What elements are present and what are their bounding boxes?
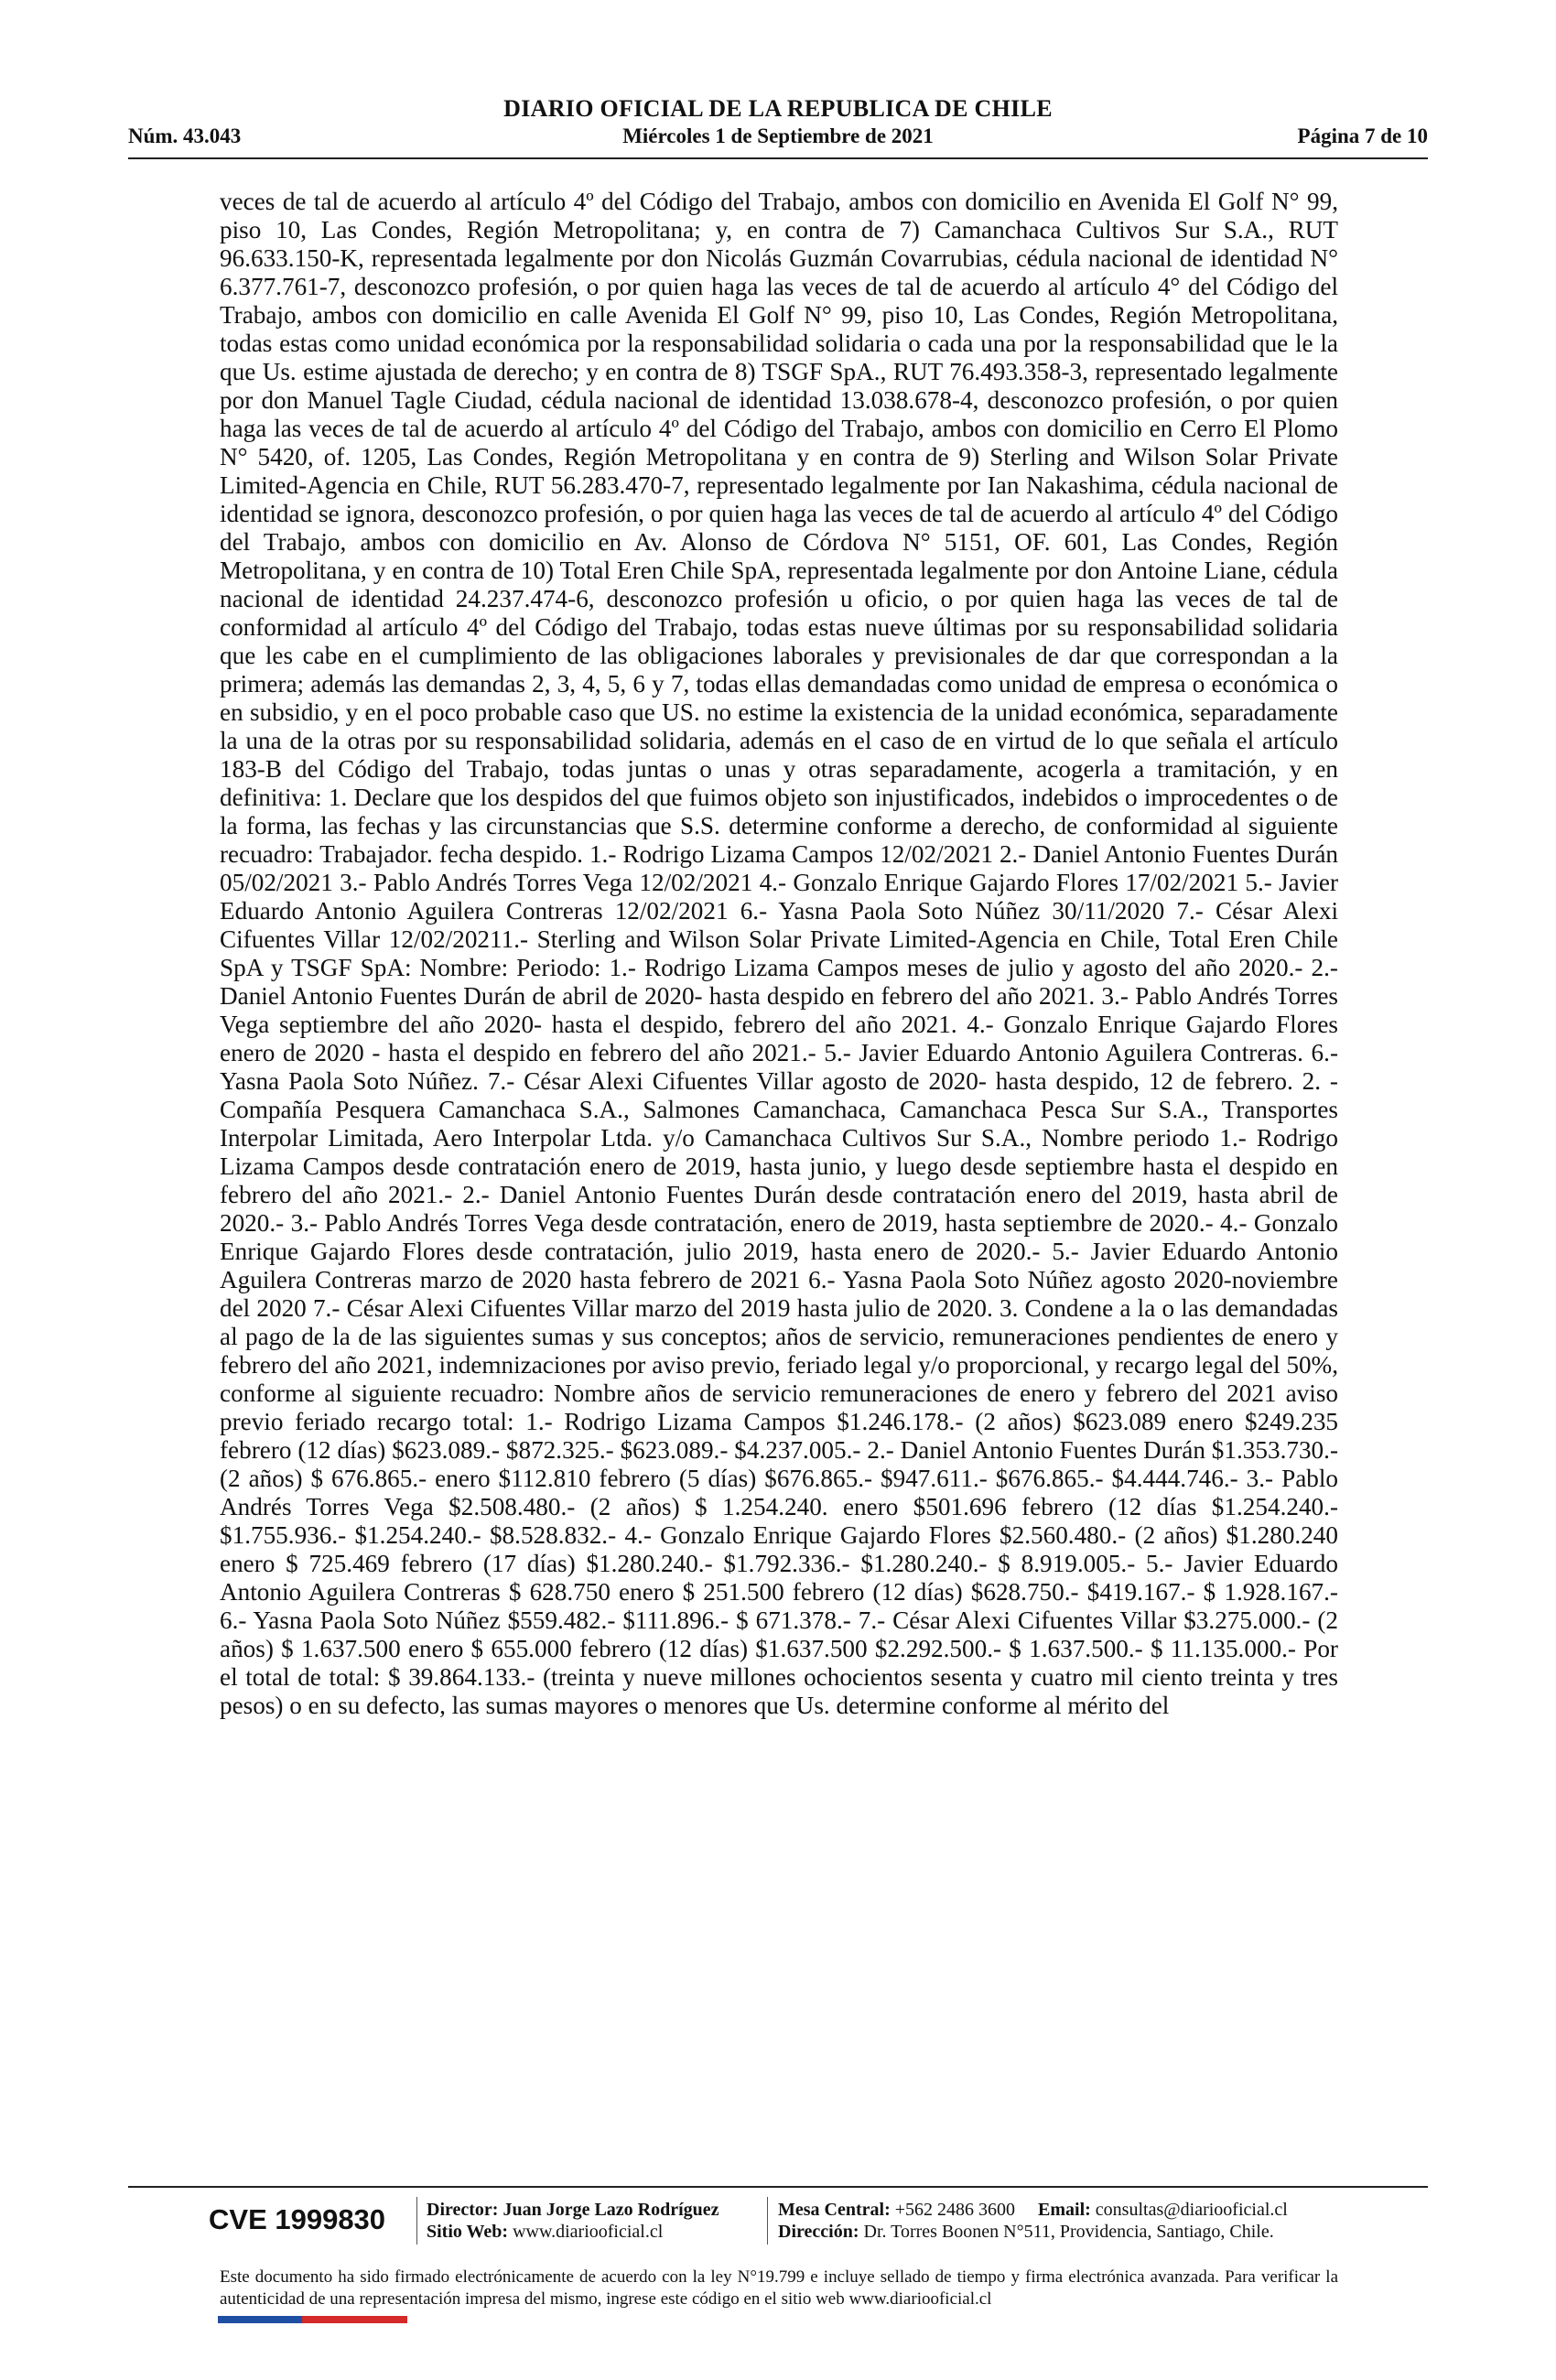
signature-note: Este documento ha sido firmado electrónicamente de acuerdo con la ley N°19.799 e incluye sellado de tiempo y firma electrónica avanzada. Para verificar la autenticidad de una representación impresa del mismo, ingrese este código en el sitio web www.diariooficial.cl: [220, 2267, 1338, 2309]
issue-date: Miércoles 1 de Septiembre de 2021: [622, 124, 934, 147]
cve-code: CVE 1999830: [209, 2203, 386, 2235]
phone-label: Mesa Central:: [778, 2200, 891, 2220]
page-header: [128, 92, 1428, 156]
footer-separator: [416, 2197, 417, 2245]
page-indicator: Página 7 de 10: [1297, 124, 1428, 147]
director-name: Juan Jorge Lazo Rodríguez: [502, 2200, 719, 2220]
email-label: Email:: [1038, 2200, 1091, 2220]
issue-number: Núm. 43.043: [128, 124, 242, 147]
footer-divider: [128, 2186, 1428, 2188]
director-label: Director:: [427, 2200, 499, 2220]
address-text: Dr. Torres Boonen N°511, Providencia, Santiago, Chile.: [863, 2222, 1274, 2242]
publication-title: DIARIO OFICIAL DE LA REPUBLICA DE CHILE: [503, 95, 1053, 122]
flag-stripe-red: [302, 2316, 407, 2323]
footer-director-block: [427, 2199, 719, 2243]
footer-contact-block: [778, 2199, 1288, 2243]
email-link[interactable]: consultas@diariooficial.cl: [1095, 2200, 1288, 2220]
website-link[interactable]: www.diariooficial.cl: [513, 2222, 664, 2242]
address-label: Dirección:: [778, 2222, 859, 2242]
header-divider: [128, 157, 1428, 159]
website-label: Sitio Web:: [427, 2222, 509, 2242]
flag-stripe-blue: [218, 2316, 302, 2323]
phone-number: +562 2486 3600: [894, 2200, 1016, 2220]
document-body: veces de tal de acuerdo al artículo 4º del Código del Trabajo, ambos con domicilio en Avenida El Golf N° 99, piso 10, Las Condes, Región Metropolitana; y, en contra de 7) Camanchaca Cultivos Sur S.A., RUT 96.633.150-K, representada legalmente por don Nicolás Guzmán Covarrubias, cédula nacional de identidad N° 6.377.761-7, desconozco profesión, o por quien haga las veces de tal de acuerdo al artículo 4° del Código del Trabajo, ambos con domicilio en calle Avenida El Golf N° 99, piso 10, Las Condes, Región Metropolitana, todas estas como unidad económica por la responsabilidad solidaria o cada una por la responsabilidad que le la que Us. estime ajustada de derecho; y en contra de 8) TSGF SpA., RUT 76.493.358-3, representado legalmente por don Manuel Tagle Ciudad, cédula nacional de identidad 13.038.678-4, desconozco profesión, o por quien haga las veces de tal de acuerdo al artículo 4º del Código del Trabajo, ambos con domicilio en Cerro El Plomo N° 5420, of. 1205, Las Condes, Región Metropolitana y en contra de 9) Sterling and Wilson Solar Private Limited-Agencia en Chile, RUT 56.283.470-7, representado legalmente por Ian Nakashima, cédula nacional de identidad se ignora, desconozco profesión, o por quien haga las veces de tal de acuerdo al artículo 4º del Código del Trabajo, ambos con domicilio en Av. Alonso de Córdova N° 5151, OF. 601, Las Condes, Región Metropolitana, y en contra de 10) Total Eren Chile SpA, representada legalmente por don Antoine Liane, cédula nacional de identidad 24.237.474-6, desconozco profesión u oficio, o por quien haga las veces de tal de conformidad al artículo 4º del Código del Trabajo, todas estas nueve últimas por su responsabilidad solidaria que les cabe en el cumplimiento de las obligaciones laborales y previsionales de dar que correspondan a la primera; además las demandas 2, 3, 4, 5, 6 y 7, todas ellas demandadas como unidad de empresa o económica o en subsidio, y en el poco probable caso que US. no estime la existencia de la unidad económica, separadamente la una de la otras por su responsabilidad solidaria, además en el caso de en virtud de lo que señala el artículo 183-B del Código del Trabajo, todas juntas o unas y otras separadamente, acogerla a tramitación, y en definitiva: 1. Declare que los despidos del que fuimos objeto son injustificados, indebidos o improcedentes o de la forma, las fechas y las circunstancias que S.S. determine conforme a derecho, de conformidad al siguiente recuadro: Trabajador. fecha despido. 1.- Rodrigo Lizama Campos 12/02/2021 2.- Daniel Antonio Fuentes Durán 05/02/2021 3.- Pablo Andrés Torres Vega 12/02/2021 4.- Gonzalo Enrique Gajardo Flores 17/02/2021 5.- Javier Eduardo Antonio Aguilera Contreras 12/02/2021 6.- Yasna Paola Soto Núñez 30/11/2020 7.- César Alexi Cifuentes Villar 12/02/20211.- Sterling and Wilson Solar Private Limited-Agencia en Chile, Total Eren Chile SpA y TSGF SpA: Nombre: Periodo: 1.- Rodrigo Lizama Campos meses de julio y agosto del año 2020.- 2.- Daniel Antonio Fuentes Durán de abril de 2020- hasta despido en febrero del año 2021. 3.- Pablo Andrés Torres Vega septiembre del año 2020- hasta el despido, febrero del año 2021. 4.- Gonzalo Enrique Gajardo Flores enero de 2020 - hasta el despido en febrero del año 2021.- 5.- Javier Eduardo Antonio Aguilera Contreras. 6.- Yasna Paola Soto Núñez. 7.- César Alexi Cifuentes Villar agosto de 2020- hasta despido, 12 de febrero. 2. - Compañía Pesquera Camanchaca S.A., Salmones Camanchaca, Camanchaca Pesca Sur S.A., Transportes Interpolar Limitada, Aero Interpolar Ltda. y/o Camanchaca Cultivos Sur S.A., Nombre periodo 1.- Rodrigo Lizama Campos desde contratación enero de 2019, hasta junio, y luego desde septiembre hasta el despido en febrero del año 2021.- 2.- Daniel Antonio Fuentes Durán desde contratación enero del 2019, hasta abril de 2020.- 3.- Pablo Andrés Torres Vega desde contratación, enero de 2019, hasta septiembre de 2020.- 4.- Gonzalo Enrique Gajardo Flores desde contratación, julio 2019, hasta enero de 2020.- 5.- Javier Eduardo Antonio Aguilera Contreras marzo de 2020 hasta febrero de 2021 6.- Yasna Paola Soto Núñez agosto 2020-noviembre del 2020 7.- César Alexi Cifuentes Villar marzo del 2019 hasta julio de 2020. 3. Condene a la o las demandadas al pago de la de las siguientes sumas y sus conceptos; años de servicio, remuneraciones pendientes de enero y febrero del año 2021, indemnizaciones por aviso previo, feriado legal y/o proporcional, y recargo legal del 50%, conforme al siguiente recuadro: Nombre años de servicio remuneraciones de enero y febrero del 2021 aviso previo feriado recargo total: 1.- Rodrigo Lizama Campos $1.246.178.- (2 años) $623.089 enero $249.235 febrero (12 días) $623.089.- $872.325.- $623.089.- $4.237.005.- 2.- Daniel Antonio Fuentes Durán $1.353.730.- (2 años) $ 676.865.- enero $112.810 febrero (5 días) $676.865.- $947.611.- $676.865.- $4.444.746.- 3.- Pablo Andrés Torres Vega $2.508.480.- (2 años) $ 1.254.240. enero $501.696 febrero (12 días $1.254.240.- $1.755.936.- $1.254.240.- $8.528.832.- 4.- Gonzalo Enrique Gajardo Flores $2.560.480.- (2 años) $1.280.240 enero $ 725.469 febrero (17 días) $1.280.240.- $1.792.336.- $1.280.240.- $ 8.919.005.- 5.- Javier Eduardo Antonio Aguilera Contreras $ 628.750 enero $ 251.500 febrero (12 días) $628.750.- $419.167.- $ 1.928.167.- 6.- Yasna Paola Soto Núñez $559.482.- $111.896.- $ 671.378.- 7.- César Alexi Cifuentes Villar $3.275.000.- (2 años) $ 1.637.500 enero $ 655.000 febrero (12 días) $1.637.500 $2.292.500.- $ 1.637.500.- $ 11.135.000.- Por el total de total: $ 39.864.133.- (treinta y nueve millones ochocientos sesenta y cuatro mil ciento treinta y tres pesos) o en su defecto, las sumas mayores o menores que Us. determine conforme al mérito del: [220, 188, 1338, 1719]
footer-separator: [767, 2197, 768, 2245]
